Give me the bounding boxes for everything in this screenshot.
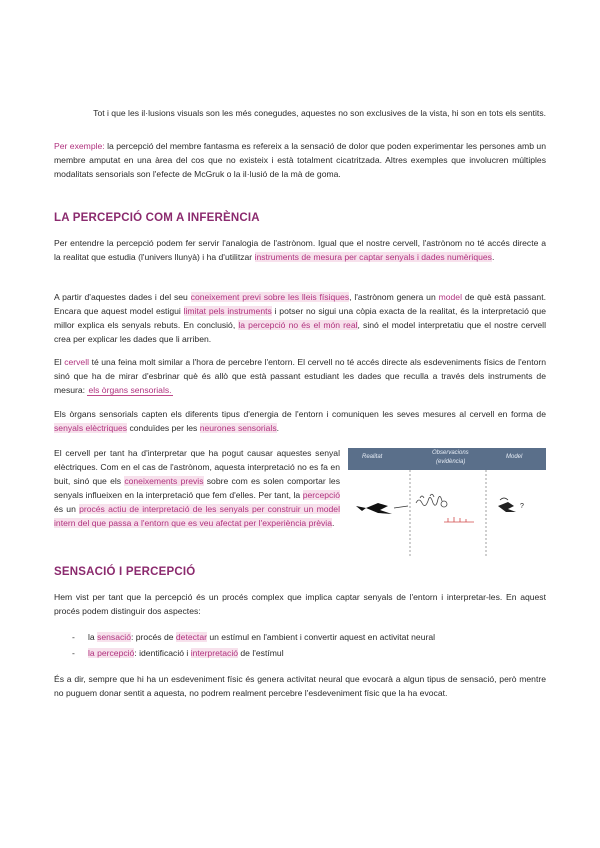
paragraph-sensory-organs: Els òrgans sensorials capten els diferents tipus d'energia de l'entorn i comuniquen les seves mesures al cervell en forma de senyals elèctriques conduïdes per les neurones sensorials. xyxy=(54,409,546,433)
highlight-sensory-neurons: neurones sensorials xyxy=(199,423,277,433)
intro-paragraph: Tot i que les il·lusions visuals son les més conegudes, aquestes no son exclusives de la vista, hi son en tots els sentits. xyxy=(93,108,546,118)
highlight-perception-not-real: la percepció no és el món real xyxy=(238,320,358,330)
figure-question-mark: ? xyxy=(520,503,524,510)
figure-label-evidence: (evidència) xyxy=(436,459,466,465)
figure-label-model: Model xyxy=(506,454,523,460)
paragraph-sensation-conclusion: És a dir, sempre que hi ha un esdeveniment físic és genera activitat neural que evocarà a algun tipus de sensació, però mentre no puguem donar sentit a aquesta, no podrem realment percebre l'esdeveniment físic que la ha evocat. xyxy=(54,674,546,698)
highlight-detect: detectar xyxy=(175,632,207,642)
highlight-interpretation: interpretació xyxy=(190,648,239,658)
paragraph-astronomer: Per entendre la percepció podem fer servir l'analogia de l'astrònom. Igual que el nostre cervell, l'astrònom no té accés directe a la realitat que estudia (l'univers llunyà) i ha d'utilitzar instruments de mesura per captar senyals i dades numèriques. xyxy=(54,238,546,262)
observation-signal-icon xyxy=(416,494,447,507)
keyword-perception: la percepció xyxy=(88,648,135,658)
keyword-model: model xyxy=(438,292,462,302)
highlight-electric-signals: senyals elèctriques xyxy=(54,423,128,433)
highlight-sensory-organs: els òrgans sensorials. xyxy=(88,385,172,395)
signal-ticks xyxy=(448,517,466,522)
paragraph-brain: El cervell té una feina molt similar a l'hora de percebre l'entorn. El cervell no té accés directe als esdeveniments físics de l'entorn sinó que ha de mirar d'esbrinar què és allò que està passant estudiant les dades que reculla a través dels instruments de mesura: els òrgans sensorials. xyxy=(54,357,547,395)
paragraph-model: A partir d'aquestes dades i del seu coneixement previ sobre les lleis físiques, l'astrònom genera un model de què està passant. Encara que aquest model estigui limitat pels instruments i potser no sigui una còpia exacta de la realitat, és la interpretació que millor explica els senyals rebuts. En conclusió, la percepció no és el món real, sinó el model interpretatiu que el nostre cervell crea per explicar les dades que li arriben. xyxy=(54,292,546,344)
example-lead: Per exemple: xyxy=(54,141,105,151)
section-heading-sensation: SENSACIÓ I PERCEPCIÓ xyxy=(54,566,196,578)
example-paragraph: Per exemple: la percepció del membre fantasma es refereix a la sensació de dolor que poden experimentar les persones amb un membre amputat en una àrea del cos que no existeix i està totalment cicatritzada. Altres exemples que involucren múltiples modalitats sensorials son l'efecte de McGruk o la il·lusió de la mà de goma. xyxy=(54,141,546,179)
perception-inference-figure xyxy=(348,448,546,556)
keyword-brain: cervell xyxy=(64,357,90,367)
highlight-limited: limitat pels instruments xyxy=(183,306,272,316)
figure-label-reality: Realitat xyxy=(362,454,383,460)
section-heading-inference: LA PERCEPCIÓ COM A INFERÈNCIA xyxy=(54,212,260,224)
figure-drawing xyxy=(348,448,546,556)
figure-label-observations: Observacions xyxy=(432,450,469,456)
bird-reality-icon xyxy=(356,503,392,514)
bird-model-icon xyxy=(498,498,516,512)
paragraph-interpretation: El cervell per tant ha d'interpretar que ha pogut causar aquestes senyal elèctriques. Com en el cas de l'astrònom, aquesta interpretació no es fa en buit, sinó que els coneixements previs sobre com es solen comportar les senyals influeixen en la interpretació que fem d'elles. Per tant, la percepció és un procés actiu de interpretació de les senyals per construir un model intern del que passa a l'entorn que es veu afectat per l'experiència prèvia. xyxy=(54,448,340,528)
highlight-active-process: procés actiu de interpretació de les senyals per construir un model intern del que passa a l'entorn que es veu afectat per l'experiència prèvia xyxy=(54,504,340,528)
keyword-sensation: sensació xyxy=(97,632,131,642)
highlight-perception: percepció xyxy=(302,490,340,500)
highlight-prior-knowledge: coneixement previ sobre les lleis físiques xyxy=(190,292,350,302)
paragraph-sensation-intro: Hem vist per tant que la percepció és un procés complex que implica captar senyals de l'entorn i interpretar-les. En aquest procés podem distinguir dos aspectes: xyxy=(54,592,546,616)
highlight-prior-knowledge-2: coneixements previs xyxy=(124,476,204,486)
highlight-instruments: instruments de mesura per captar senyals i dades numèriques xyxy=(254,252,492,262)
